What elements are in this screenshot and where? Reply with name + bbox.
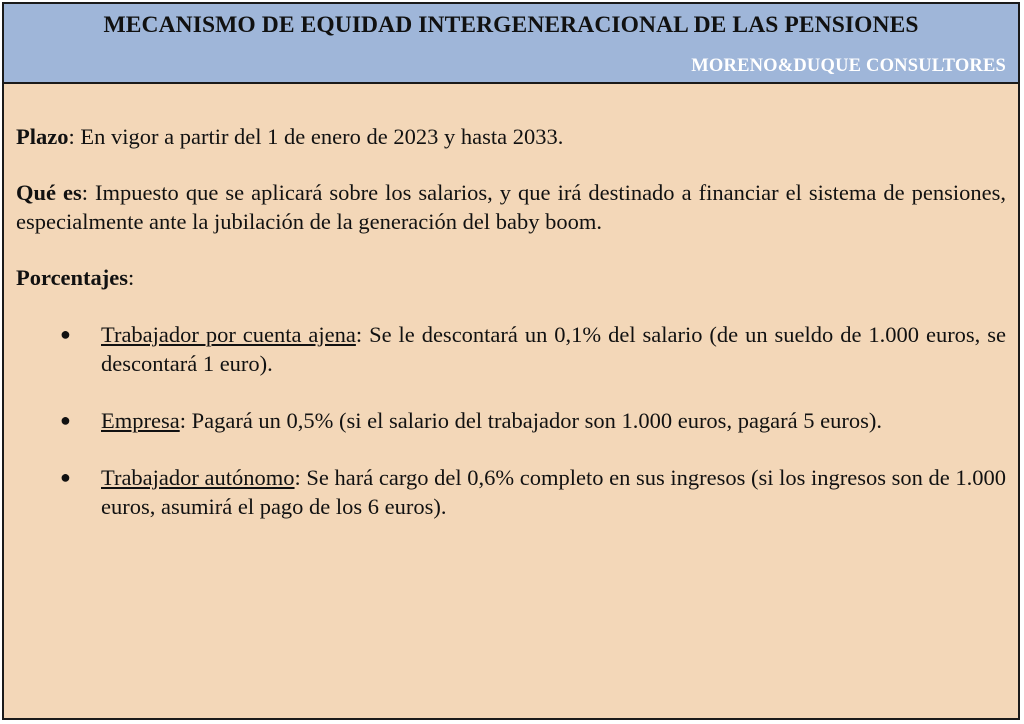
bullet-term: Trabajador autónomo: [101, 465, 295, 490]
porcentajes-paragraph: [16, 263, 1006, 292]
porcentajes-list: [16, 320, 1006, 521]
list-item: [16, 406, 1006, 435]
bullet-icon: ●: [60, 324, 71, 344]
que-es-label: Qué es: [16, 180, 82, 205]
card-header: [4, 4, 1018, 84]
bullet-icon: ●: [60, 410, 71, 430]
card-title: MECANISMO DE EQUIDAD INTERGENERACIONAL DE LAS PENSIONES: [103, 12, 919, 38]
bullet-icon: ●: [60, 467, 71, 487]
list-item: [16, 320, 1006, 378]
card-subtitle: MORENO&DUQUE CONSULTORES: [691, 56, 1006, 76]
bullet-text: : Pagará un 0,5% (si el salario del trabajador son 1.000 euros, pagará 5 euros).: [179, 408, 882, 433]
plazo-text: : En vigor a partir del 1 de enero de 2023 y hasta 2033.: [68, 124, 564, 149]
bullet-term: Empresa: [101, 408, 180, 433]
porcentajes-label: Porcentajes: [16, 265, 129, 290]
porcentajes-text: :: [128, 265, 135, 290]
list-item: [16, 463, 1006, 521]
info-card: [2, 2, 1020, 720]
card-body: [16, 122, 1006, 549]
plazo-paragraph: [16, 122, 1006, 151]
que-es-text: : Impuesto que se aplicará sobre los salarios, y que irá destinado a financiar el sistema de pensiones, especialmente ante la jubilación de la generación del baby boom.: [16, 180, 1006, 234]
bullet-text: : Se le descontará un 0,1% del salario (de un sueldo de 1.000 euros, se descontará 1 euro).: [101, 322, 1006, 376]
bullet-term: Trabajador por cuenta ajena: [101, 322, 356, 347]
plazo-label: Plazo: [16, 124, 69, 149]
que-es-paragraph: [16, 178, 1006, 236]
bullet-text: : Se hará cargo del 0,6% completo en sus ingresos (si los ingresos son de 1.000 euros, asumirá el pago de los 6 euros).: [101, 465, 1007, 519]
